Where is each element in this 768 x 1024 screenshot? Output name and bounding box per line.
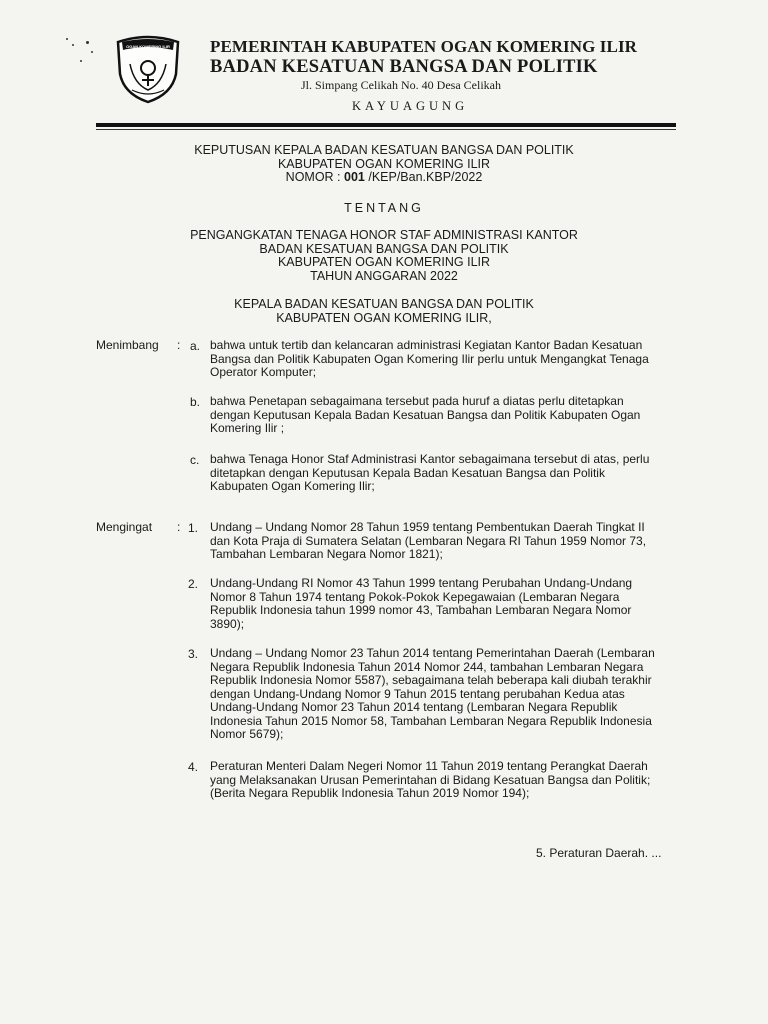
menimbang-item-a [210, 339, 680, 380]
item-line: Operator Komputer; [210, 365, 317, 379]
tentang-heading: TENTANG [344, 201, 424, 215]
decree-title [0, 144, 768, 185]
item-line: Nomor 5679); [210, 727, 284, 741]
mengingat-item-marker: 4. [188, 760, 199, 774]
mengingat-item-marker: 2. [188, 577, 199, 591]
menimbang-item-marker: c. [190, 453, 200, 467]
mengingat-item-2 [210, 577, 680, 631]
item-line: Tambahan Lembaran Negara Nomor 1821); [210, 547, 443, 561]
item-line: Undang-Undang Nomor 23 Tahun 2014 tentang (Lembaran Negara Republik [210, 700, 618, 714]
decree-number-prefix: NOMOR : [285, 170, 345, 184]
decree-number-suffix: /KEP/Ban.KBP/2022 [364, 170, 483, 184]
mengingat-label: Mengingat [96, 520, 153, 534]
letterhead-city: KAYUAGUNG [352, 99, 469, 113]
item-line: Peraturan Menteri Dalam Negeri Nomor 11 Tahun 2019 tentang Perangkat Daerah [210, 759, 648, 773]
page-continuation: 5. Peraturan Daerah. ... [536, 846, 662, 860]
item-line: Republik Indonesia tahun 1999 nomor 43, Tambahan Lembaran Negara Nomor [210, 603, 632, 617]
decree-title-line: KABUPATEN OGAN KOMERING ILIR [277, 156, 491, 171]
item-line: bahwa Tenaga Honor Staf Administrasi Kantor sebagaimana tersebut di atas, perlu [210, 452, 650, 466]
item-line: dengan Keputusan Kepala Badan Kesatuan Bangsa dan Politik Kabupaten Ogan [210, 407, 641, 422]
subject-line: TAHUN ANGGARAN 2022 [310, 268, 458, 283]
regency-emblem-logo [110, 34, 186, 104]
mengingat-item-3 [210, 647, 680, 742]
decree-number [0, 171, 768, 185]
item-line: Undang – Undang Nomor 23 Tahun 2014 tentang Pemerintahan Daerah (Lembaran [210, 646, 655, 660]
subject-line: PENGANGKATAN TENAGA HONOR STAF ADMINISTRASI KANTOR [190, 228, 578, 242]
decree-number-value: 001 [344, 170, 365, 184]
menimbang-item-marker: a. [190, 339, 201, 353]
mengingat-item-marker: 3. [188, 647, 199, 661]
item-line: Negara Republik Indonesia Tahun 2014 Nomor 244, tambahan Lembaran Negara [210, 659, 644, 674]
item-line: bahwa Penetapan sebagaimana tersebut pada huruf a diatas perlu ditetapkan [210, 394, 624, 408]
item-line: Undang – Undang Nomor 28 Tahun 1959 tentang Pembentukan Daerah Tingkat II [210, 520, 645, 534]
emblem-banner-text: OGAN KOMERING ILIR [126, 44, 170, 49]
scan-speck [72, 44, 74, 46]
item-line: Republik Indonesia Nomor 5587), sebagaimana telah beberapa kali diubah terakhir [210, 673, 652, 687]
official-line: KEPALA BADAN KESATUAN BANGSA DAN POLITIK [234, 297, 534, 311]
item-line: yang Melaksanakan Urusan Pemerintahan di Bidang Kesatuan Bangsa dan Politik; [210, 772, 651, 787]
item-line: Kabupaten Ogan Komering Ilir; [210, 479, 375, 493]
item-line: Bangsa dan Politik Kabupaten Ogan Komering Ilir perlu untuk Mengangkat Tenaga [210, 351, 649, 366]
mengingat-colon: : [177, 520, 181, 534]
mengingat-item-1 [210, 521, 680, 562]
letterhead-government: PEMERINTAH KABUPATEN OGAN KOMERING ILIR [210, 37, 638, 56]
item-line: (Berita Negara Republik Indonesia Tahun 2019 Nomor 194); [210, 786, 530, 800]
menimbang-colon: : [177, 338, 181, 352]
mengingat-item-4 [210, 760, 680, 801]
subject-line: KABUPATEN OGAN KOMERING ILIR [277, 255, 491, 269]
item-line: Komering Ilir ; [210, 421, 285, 435]
menimbang-item-b [210, 395, 680, 436]
official-line: KABUPATEN OGAN KOMERING ILIR, [276, 310, 492, 325]
decree-subject [0, 229, 768, 283]
scan-speck [80, 60, 82, 62]
decree-title-line: KEPUTUSAN KEPALA BADAN KESATUAN BANGSA DAN POLITIK [194, 143, 574, 157]
letterhead-divider-thick [96, 123, 676, 127]
item-line: 3890); [210, 616, 245, 631]
scan-speck [86, 41, 89, 44]
item-line: ditetapkan dengan Keputusan Kepala Badan Kesatuan Bangsa dan Politik [210, 465, 605, 480]
item-line: Undang-Undang RI Nomor 43 Tahun 1999 tentang Perubahan Undang-Undang [210, 576, 633, 590]
letterhead-divider-thin [96, 129, 676, 130]
item-line: bahwa untuk tertib dan kelancaran administrasi Kegiatan Kantor Badan Kesatuan [210, 338, 643, 352]
item-line: dan Kota Praja di Sumatera Selatan (Lembaran Negara RI Tahun 1959 Nomor 73, [210, 533, 647, 548]
menimbang-item-c [210, 453, 680, 494]
menimbang-label: Menimbang [96, 338, 159, 352]
subject-line: BADAN KESATUAN BANGSA DAN POLITIK [259, 241, 509, 256]
item-line: Nomor 8 Tahun 1974 tentang Pokok-Pokok Kepegawaian (Lembaran Negara [210, 589, 620, 604]
scan-speck [91, 51, 93, 53]
letterhead-agency: BADAN KESATUAN BANGSA DAN POLITIK [210, 57, 598, 77]
menimbang-item-marker: b. [190, 395, 201, 409]
scan-speck [66, 38, 68, 40]
item-line: dengan Undang-Undang Nomor 9 Tahun 2015 tentang perubahan Kedua atas [210, 686, 625, 701]
issuing-official [0, 298, 768, 325]
item-line: Indonesia Tahun 2015 Nomor 58, Tambahan Lembaran Negara Republik Indonesia [210, 713, 652, 728]
mengingat-item-marker: 1. [188, 521, 199, 535]
letterhead-address: Jl. Simpang Celikah No. 40 Desa Celikah [301, 78, 501, 92]
